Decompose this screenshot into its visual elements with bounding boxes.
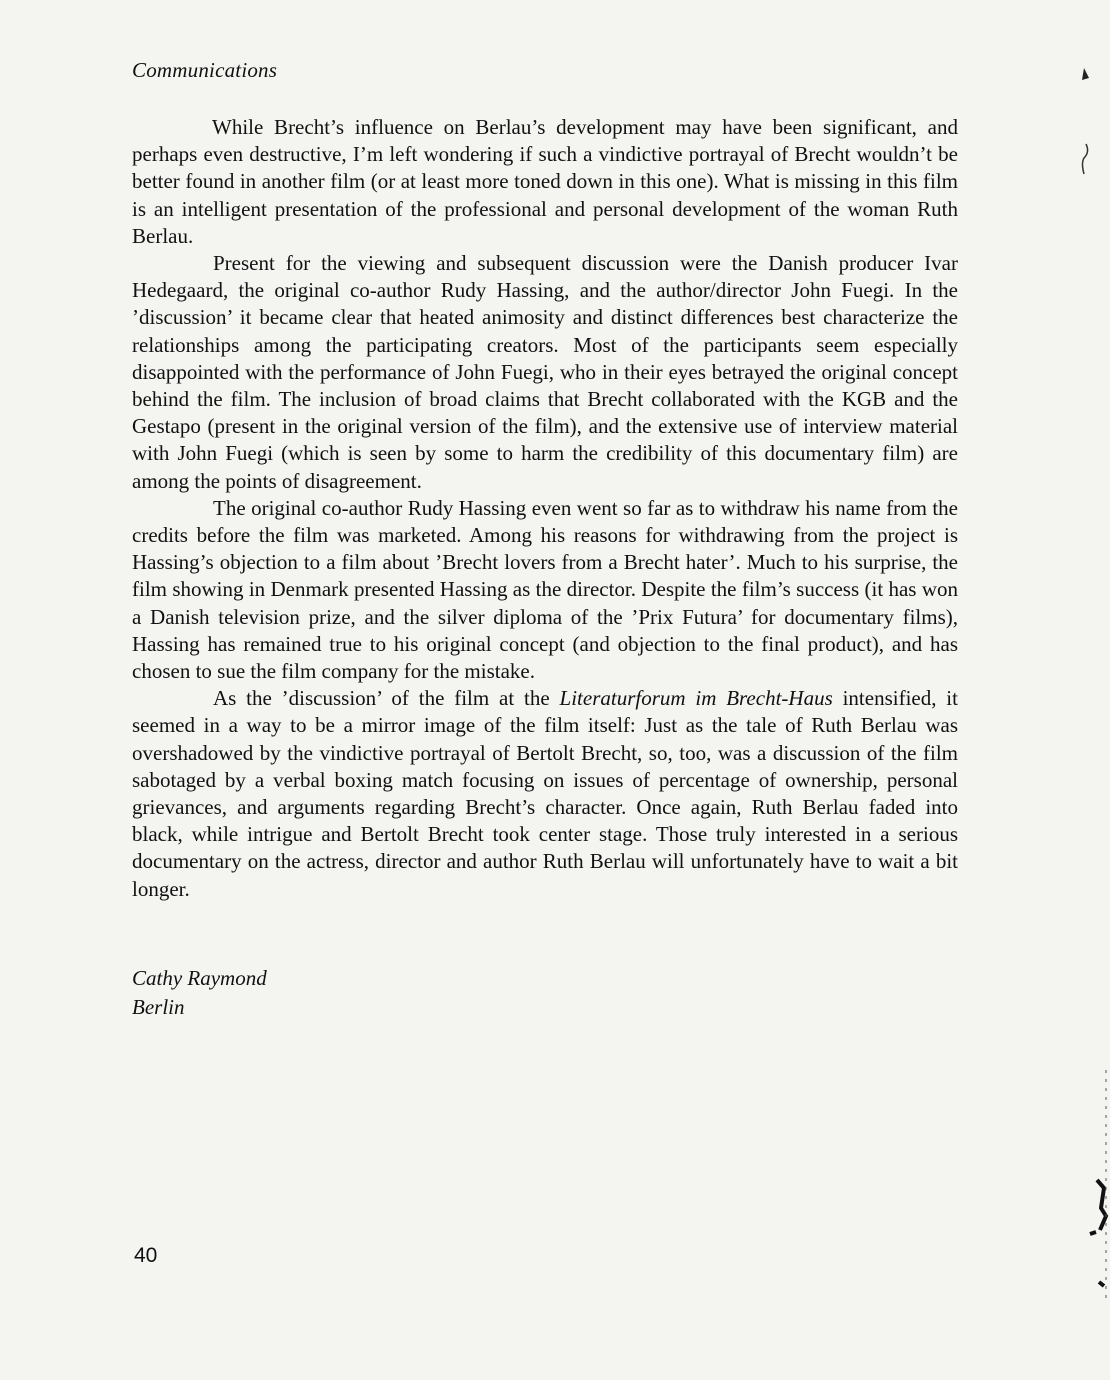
paragraph-4-rest: intensified, it seemed in a way to be a mirror image of the film itself: Just as the tale of Ruth Berlau was overshadowed by the vindictive portrayal of Bertolt Brecht, so, too, was a discussion of the film sabotaged by a verbal boxing match focusing on issues of percentage of ownership, personal grievances, and arguments regarding Brecht’s character. Once again, Ruth Berlau faded into black, while intrigue and Bertolt Brecht took center stage. Those truly interested in a serious documentary on the actress, director and author Ruth Berlau will unfortunately have to wait a bit longer. xyxy=(132,686,958,901)
paragraph-1: While Brecht’s influence on Berlau’s development may have been significant, and perhaps even destructive, I’m left wondering if such a vindictive portrayal of Brecht wouldn’t be better found in another film (or at least more toned down in this one). What is missing in this film is an intelligent presentation of the professional and personal development of the woman Ruth Berlau. xyxy=(132,115,958,248)
venue-title: Literaturforum im Brecht-Haus xyxy=(559,686,833,711)
scan-speck-top-right xyxy=(1082,68,1089,80)
scan-speck-right-mid xyxy=(1083,144,1088,174)
paragraph-4 xyxy=(132,685,958,903)
author-name: Cathy Raymond xyxy=(132,966,267,990)
scan-edge-shadow-bottom xyxy=(1090,1180,1106,1286)
signature-block xyxy=(132,964,267,1022)
paragraph-4-lead: As the ’discussion’ of the film at the xyxy=(213,686,560,711)
article-body xyxy=(132,114,958,903)
page-number: 40 xyxy=(134,1244,158,1267)
running-header: Communications xyxy=(132,58,278,82)
author-location: Berlin xyxy=(132,995,185,1019)
paragraph-2: Present for the viewing and subsequent discussion were the Danish producer Ivar Hedegaard, the original co-author Rudy Hassing, and the author/director John Fuegi. In the ’discussion’ it became clear that heated animosity and distinct differences best characterize the relationships among the participating creators. Most of the participants seem especially disappointed with the performance of John Fuegi, who in their eyes betrayed the original concept behind the film. The inclusion of broad claims that Brecht collaborated with the KGB and the Gestapo (present in the original version of the film), and the extensive use of interview material with John Fuegi (which is seen by some to harm the credibility of this documentary film) are among the points of disagreement. xyxy=(132,251,958,493)
paragraph-3: The original co-author Rudy Hassing even went so far as to withdraw his name from the credits before the film was marketed. Among his reasons for withdrawing from the project is Hassing’s objection to a film about ’Brecht lovers from a Brecht hater’. Much to his surprise, the film showing in Denmark presented Hassing as the director. Despite the film’s success (it has won a Danish television prize, and the silver diploma of the ’Prix Futura’ for documentary films), Hassing has remained true to his original concept (and objection to the final product), and has chosen to sue the film company for the mistake. xyxy=(132,495,958,684)
